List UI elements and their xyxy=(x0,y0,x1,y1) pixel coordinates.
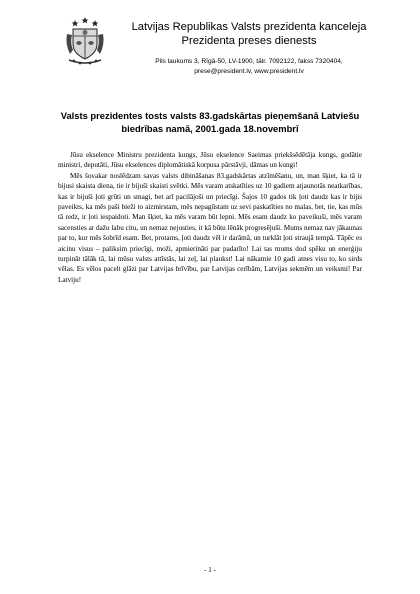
contact-web-line: prese@president.lv, www.president.lv xyxy=(194,68,304,75)
letterhead xyxy=(114,20,384,77)
organization-name: Latvijas Republikas Valsts prezidenta kanceleja xyxy=(131,21,367,33)
page-number: - 1 - xyxy=(204,566,216,574)
toast-paragraph: Mēs šovakar noslēdzam savas valsts dibināšanas 83.gadskārtas atzīmēšanu, un, man šķiet, ka tā ir bijusi skaista diena, tie ir bijuši skaisti svētki. Mēs varam atskatīties uz 10 gadiem atjaunotās neatkarības, kas ir bijuši ļoti grūti un smagi, bet arī pacilājoši un priecīgi. Šajos 10 gados tik ļoti daudz kas ir bijis paveikts, ka mēs paši bieži to aizmirstam, mēs nepagūstam uz sevi paskatīties no malas, bet, tie, kas mūs tā redz, ir ļoti iespaidoti. Man šķiet, ka mēs varam būt lepni. Mēs esam daudz ko paveikuši, mēs varam sacensties ar dažu labu citu, un nemaz nejusties, it kā būtu lēnāk progresējuši. Mums nemaz nav jākaunas par to, kur mēs šobrīd esam. Bet, protams, ļoti daudz vēl ir darāmā, un turklāt ļoti straujā tempā. Tāpēc es aicinu visus – paliksim priecīgi, moži, apmierināti par padarīto! Lai tas mums dod spēku un enerģiju turpināt tālāk tā, lai mūsu valsts attīstās, lai zeļ, lai plaukst! Lai nākamie 10 gadi atnes visu to, ko sirds vēlas. Es vēlos pacelt glāzi par Latvijas brīvību, par Latvijas cerībām, Latvijas sekmēm un veiksmi! Par Latviju! xyxy=(58,171,362,284)
salutation-paragraph: Jūsu ekselence Ministru prezidenta kungs, Jūsu ekselence Saeimas priekšsēdētāja kungs, godātie ministri, deputāti, Jūsu ekselences diplomātiskā korpusa pārstāvji, dāmas un kungi! xyxy=(58,151,362,170)
document-title: Valsts prezidentes tosts valsts 83.gadskārtas pieņemšanā Latviešu biedrības namā, 2001.gada 18.novembrī xyxy=(60,110,360,134)
latvia-coat-of-arms-icon xyxy=(64,16,106,66)
department-name: Prezidenta preses dienests xyxy=(181,35,317,47)
document-body xyxy=(58,150,362,285)
contact-info xyxy=(114,57,384,77)
contact-address-line: Pils laukums 3, Rīgā-50, LV-1900, tālr. 7092122, fakss 7320404, xyxy=(155,58,343,65)
